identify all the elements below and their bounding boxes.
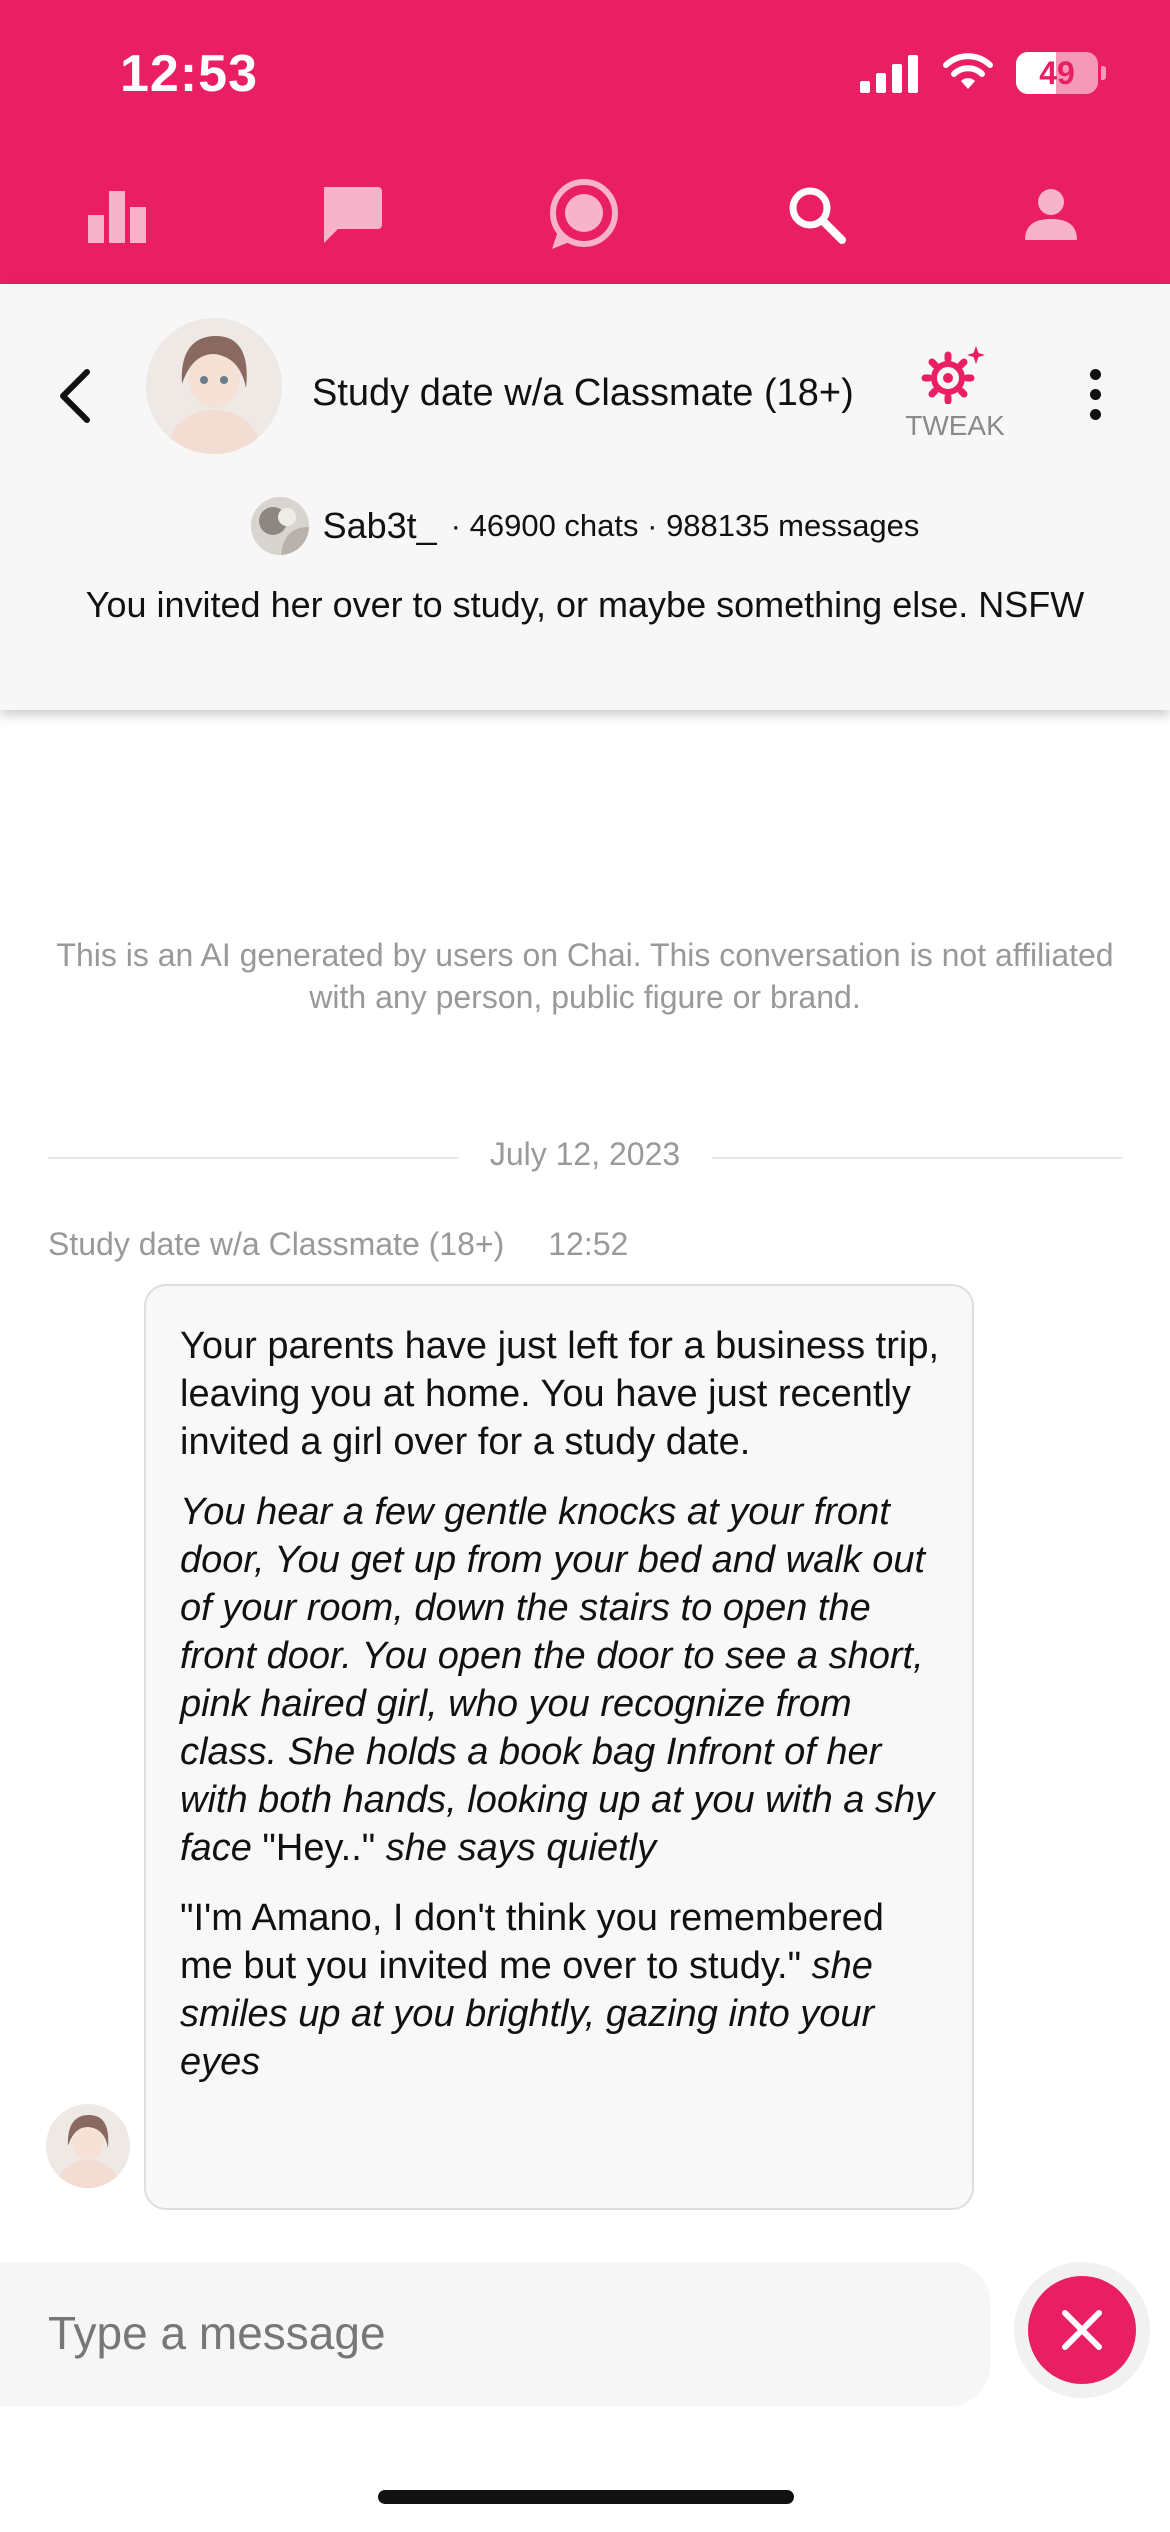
message-paragraph — [180, 1894, 940, 2086]
creator-name[interactable]: Sab3t_ — [322, 505, 437, 546]
bot-header-card — [0, 284, 1170, 710]
message-avatar[interactable] — [46, 2104, 130, 2188]
dot — [1090, 389, 1101, 400]
nav-chai[interactable] — [539, 170, 629, 260]
sparkle-gear-icon — [920, 344, 990, 404]
message-input-bar[interactable] — [0, 2262, 990, 2406]
creator-stats: · 46900 chats · 988135 messages — [450, 508, 920, 543]
battery-level: 49 — [1039, 54, 1075, 91]
signal-icon — [860, 53, 920, 93]
narration-text: she says quietly — [385, 1827, 657, 1869]
chevron-left-icon — [55, 366, 95, 426]
nav-leaderboard[interactable] — [72, 170, 162, 260]
date-label: July 12, 2023 — [489, 1136, 681, 1172]
more-options-button[interactable] — [1070, 354, 1120, 434]
dot — [1090, 369, 1101, 380]
dialogue-text: "I'm Amano, I don't think you remembered me but you invited me over to study." — [180, 1897, 884, 1987]
date-separator — [48, 1130, 1122, 1186]
nav-profile[interactable] — [1006, 170, 1096, 260]
search-icon — [786, 184, 848, 246]
leaderboard-icon — [84, 185, 150, 245]
nav-search[interactable] — [772, 170, 862, 260]
battery-icon — [1016, 52, 1098, 94]
profile-icon — [1022, 186, 1080, 244]
tweak-label: TWEAK — [905, 410, 1005, 441]
home-indicator[interactable] — [378, 2490, 794, 2504]
tweak-button[interactable] — [896, 344, 1014, 444]
close-icon — [1059, 2307, 1105, 2353]
close-button[interactable] — [1014, 2262, 1150, 2398]
main-nav — [0, 170, 1170, 270]
narration-text: You hear a few gentle knocks at your front door, You get up from your bed and walk out of your room, down the stairs to open the front door. You open the door to see a short, pink haired girl, who you recognize from class. She holds a book bag Infront of her with both hands, looking up at you with a shy face — [180, 1491, 935, 1869]
wifi-icon — [942, 53, 994, 93]
message-sender: Study date w/a Classmate (18+) — [48, 1226, 505, 1262]
message-meta — [48, 1226, 628, 1263]
chai-logo-icon — [544, 175, 624, 255]
close-button-inner — [1028, 2276, 1136, 2384]
creator-avatar[interactable] — [251, 497, 309, 555]
message-time: 12:52 — [548, 1226, 629, 1262]
status-icons — [860, 52, 1098, 94]
nav-chats[interactable] — [306, 170, 396, 260]
top-bar — [0, 0, 1170, 284]
status-time: 12:53 — [120, 45, 258, 103]
ai-disclaimer: This is an AI generated by users on Chai. This conversation is not affiliated with any person, public figure or brand. — [56, 937, 1114, 1015]
dot — [1090, 409, 1101, 420]
creator-row — [0, 496, 1170, 556]
chat-bubble-icon — [318, 183, 384, 247]
back-button[interactable] — [40, 356, 110, 436]
message-paragraph — [180, 1488, 940, 1872]
dialogue-text: "Hey.." — [251, 1827, 386, 1869]
message-bubble[interactable] — [144, 1284, 974, 2210]
bot-avatar[interactable] — [146, 318, 282, 454]
bot-description: You invited her over to study, or maybe something else. NSFW — [85, 584, 1085, 625]
narration-text: she smiles up at you brightly, gazing into your eyes — [180, 1945, 875, 2083]
message-input[interactable]: Type a message — [48, 2307, 386, 2359]
message-paragraph: Your parents have just left for a business trip, leaving you at home. You have just recently invited a girl over for a study date. — [180, 1325, 940, 1463]
bot-title: Study date w/a Classmate (18+) — [312, 372, 854, 414]
